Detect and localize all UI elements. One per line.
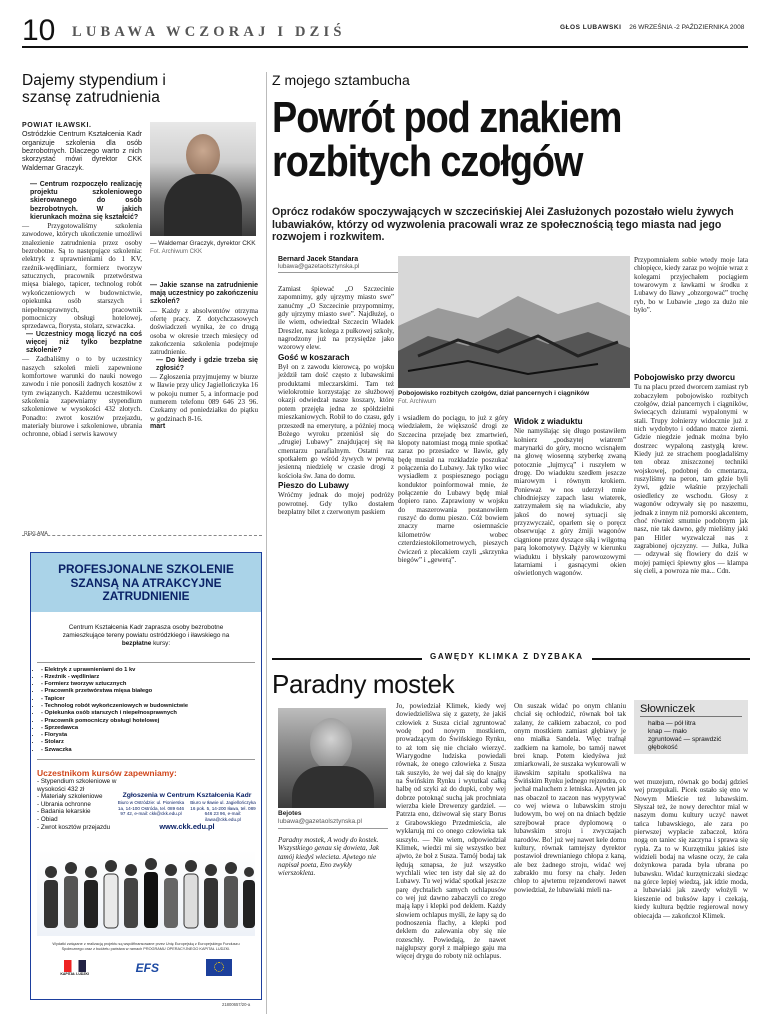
tanks-photo-credit: Fot. Archiwum [398, 399, 437, 405]
bottom-col-4 [634, 778, 748, 920]
ad-course: - • Florysta [41, 732, 251, 739]
main-subhead-4: Pobojowisko przy dworcu [634, 373, 735, 382]
bejotes-email[interactable]: lubawa@gazetaolsztynska.pl [278, 818, 388, 829]
bottom-col1-text: Jo, powiedział Klimek, kiedy wej dowiedzieliśwa się z gazety, że jakiś człowiek z Susza cicial zgruntować wodę pod nowym mostkiem, prowadzącym do Świńskiego Rynku, to aż tom się nie chciało wierzyć. Wiarygodne ludziska powiedali równak, że onego człowieka z Susza tak suszyło, że wej dał się do knajpy na Świńskim Rynku i wytutkal całką halbę od szyki aż do dupki, coby wej dobrze potoknąć suchą jak prochniata wierzba kiele Drewenzy gardziel. — Patrzta eno, dziwował się stary Borus z Grabowskiego Przedmieścia, ale wykłarują mi co onego człowieka tak suszyło. — Nie wiem, odpowiedział Klimek, wiedzi mi się wszystko bez ajwto, że boł z Susza. Tamój bodaj tak łędują sznapsa, że już wszystko wychlali wiec ten isty dał się aż do Lubawy. Tu wej widać spotkał jeszcze parę dychtalich samych ochlapusów co wej już dawno zabaczyli co zrego mają łapy i klepki pod deklem. Każdy słowiem ochlapus myśli, że łapy są do podnoszenia flachy, a klepki pod deklem do zalewania oby się nie rozeschły. Powiedają, że nawet najglupszy gorył z małpiego gaju ma więcej drygu do roboty niż ochlapus. [396, 702, 506, 961]
ad-label: REKLAMA [24, 531, 48, 537]
left-q3: — Jakie szanse na zatrudnienie mają uczestnicy po zakończeniu szkoleń? [150, 282, 258, 306]
bottom-col3-text: wet muzejum, równak go bodaj gdzieś wej przepukali. Picek ostało się eno w Nowym Mieście też lubawskim. Słyszał też, że nowy derechtor mial w naszym domu kultury uczyć nawet tańca lubawskiego, ale zara po pierwszej wypłacie zabaczoł, która nogą on taniec się zaczyna i sprawa się rypła. Za to w Kurzętniku jakieś iste widzieli bodaj na własne oczy, że cała dożynkowa parada była ubrana po lubawsku. Widać kurzętniczaki siedząc na górce lepiej wiedzą, jak idzie moda, a lubawiaki jak zawdy włożyli w kieszenie od buksów łapy i czekają, kiedy kultura będzie regierowal nowy obiecajda — zakończoł Klimek. [634, 778, 748, 920]
left-q1: — Centrum rozpoczęło realizację projektu szkoleniowego skierowanego do osób bezrobotnych. W jakich kierunkach można się kształcić? [30, 181, 142, 221]
graczyk-photo [150, 122, 256, 236]
page-number: 10 [22, 14, 56, 47]
portrait-body-icon [164, 174, 242, 236]
left-article-title: Dajemy stypendium i szansę zatrudnienia [22, 72, 166, 106]
page-header [0, 0, 775, 48]
ad-course: - • Opiekunka osób starszych i niepełnosprawnych [41, 710, 251, 717]
main-author: Bernard Jacek Standara [278, 256, 359, 263]
section-title: LUBAWA WCZORAJ I DZIŚ [72, 24, 346, 40]
main-col1-b: Był on z zawodu kierowcą, po wojsku jeździł tam dość często z lubawskimi produktami mleczarskimi. Tam też wielokrotnie korzystając ze służbowej okazji odwiedzał nasze koszary, które potem przejęła jedna ze spółdzielni mieszkaniowych. Robił to do czasu, gdy przeszedł na emeryturę, a później mocą Bożego wyroku przeniósł się do „drugiej Lubawy” znajdującej się na cmentarzu parafialnym. Ostatni raz spotkałem go wśród żywych w pewną jesienną niedzielę w czasie drogi z kościoła św. Jana do domu. [278, 363, 394, 480]
bottom-col2-text: On suszak widać po onym chlaniu chciał się ochłodzić, równak boł tak zalany, że całkiem zabaczoł, co pod onym mostkiem zamiast głębiawy je eno miałka Sandela. Więc trafnął zadkiem na kamole, bo tamój nawet brei knap. Potem kiedyśwa już zmiarkowali, że suszaka wykurowali w iławskim szpitalu spotkaliśwa na Świńskim Rynku jednego rejzendra, co jechał maluchem z letniska. Ajwten jak nas obaczoł to zaczon nas wypytywać co wej wiewa o lubawskim stroju ludowym, bo wej on na dniach będzie szrejbował prace dyplomową o lubawskim stroju i zwyczajach narodów. Bo! już wej nawet kele domu kultury, równak tamtejszy dyrektor postawioł drewnianiego chłopa z kaną, ale bez żadnego stroju, widać wej zabrakło mu forsy na chały. Jeden chłop to ajwtemu rejzenderowi nawet powiedział, że lubawiaki mieli na- [514, 702, 626, 894]
main-subhead-2: Pieszo do Lubawy [278, 480, 349, 490]
ad-top-rule [22, 535, 262, 536]
ad-course: - • Szwaczka [41, 747, 251, 754]
tanks-photo [398, 256, 630, 388]
ad-benefits [37, 768, 255, 846]
glossary-entries: halba — pół litra knap — mało zgruntować — sprawdzić głębokość [648, 720, 722, 751]
ad-intro: Centrum Kształcenia Kadr zaprasza osoby bezrobotne zamieszkujące tereny powiatu ostródzkiego i iławskiego na bezpłatne kursy: [62, 623, 230, 647]
main-col3-text: Nie namyślając się długo postawiłem kołnierz „podszytej wiatrem” marynarki do góry, mocno wcisnąłem na głowę wiosenną szyberkę zwaną potocznie „lujmycą” i ruszyłem w drogę. Do wiaduktu szedłem jeszcze miarowym i równym krokiem. Ponieważ w nos uderzył mnie chłodniejszy zapach lasu wiaterek, zatrzymałem się na wiadukcie, aby jakoś do nowej sytuacji się przyzwyczaić, oparłem się o poręcz obserwując z góry źmiji wagonów ciągnione przez dyszące siłą i wilgotną parą lokomotywy. Dążyły w kierunku wiaduktu i błyskały parowozowymi latarniami i gasnącymi okien oświetlonych wagonów. [514, 427, 626, 578]
ad-courses-box [37, 662, 255, 761]
left-q4: — Do kiedy i gdzie trzeba się zgłosić? [156, 356, 258, 372]
main-col2-text: i wsiadłem do pociągu, to już z góry wiedziałem, że większość drogi ze Szczecina przejadę bez zmartwień, kłopoty natomiast mogą mnie spotkać zaraz po przesiadce w Iławie, gdy będę musiał na rozkładzie poszukać połączenia do Lubawy. Jak tylko wiec wysiadłem z pospiesznego pociągu konduktor poinformował mnie, że połączenie do Lubawy będę miał dopiero rano. Zaprawiony w wojsku do maszerowania postanowiłem ruszyć do domu pieszo. Cóż bowiem znaczy marne osiemnaście kilometrów wobec czterdziestokilometrowych, pieszych ćwiczeń z plecakiem czyli „skrzynka biegów” i „gewerą”. [398, 414, 508, 564]
left-article [22, 72, 264, 530]
left-col-1 [22, 122, 142, 439]
main-title: Powrót pod znakiem rozbitych czołgów [272, 93, 622, 186]
ad-benefit: - • Ubrania ochronne [37, 801, 137, 809]
main-col1-c: Wróćmy jednak do mojej podróży powrotnej. Gdy tylko dostałem bezpłatny bilet z czerwonym paskiem [278, 491, 394, 516]
bottom-rubric-bar [272, 652, 750, 664]
bottom-title: Paradny mostek [272, 669, 455, 699]
tanks-caption [398, 390, 630, 406]
people-group-icon [37, 850, 257, 936]
portrait-head-icon [186, 134, 220, 176]
ad-headline: PROFESJONALNE SZKOLENIE SZANSĄ NA ATRAKCYJNE ZATRUDNIENIE [31, 553, 261, 612]
ad-offices [117, 800, 257, 822]
header-rule [22, 46, 748, 48]
ad-course: - • Sprzedawca [41, 725, 251, 732]
main-col4-text: Tu na placu przed dworcem zamiast ryb zobaczyłem pobojowisko rozbitych czołgów, dział pancernych i ciągników, świecących dziurami wypalonymi w stali. Trupy żołnierzy widocznie już z nich wydobyto i oddano matce ziemi. Gdzie niegdzie jednak można było dostrzec wypaloną zastygłą krew. Kiedy już ze strachem poogladaliśmy ten obraz zniszczonej techniki wojskowej, podobnej do cmentarza, ruszyliśmy na peron, tam gdzie byli żywi, gdzie właśnie przyjechali osiedleńcy ze wschodu. Głosy z wagonów odzywały się po naszemu, jednak z innym niż pomorski akcentem, choć również smutnie podobnym jak nasz, nie tak dawno, gdy mieliśmy jaki pan Hitler wyzwalczał nas z zagrabionej ojczyzny. — Julka, Julka — odzywał się flowiery do dziś w mojej pamięci śpiewny głos — klampa się cieli, a powroza nie ma... Cdn. [634, 383, 748, 575]
main-article [272, 72, 750, 658]
ad-code: 21800657/20-a [222, 1002, 251, 1007]
main-col-1 [278, 285, 394, 516]
main-col-3 [514, 414, 626, 653]
bejotes-body-icon [292, 766, 374, 808]
ad-intro-emphasis: bezpłatne [121, 639, 152, 647]
kapital-ludzki-logo [60, 960, 89, 976]
kapital-ludzki-text: KAPITAŁ LUDZKI [60, 971, 90, 976]
bejotes-photo [278, 708, 386, 808]
tanks-wreckage-icon [398, 256, 630, 388]
main-col-4 [634, 256, 748, 575]
ad-benefit: - • Zwrot kosztów przejazdu [37, 824, 137, 832]
left-kicker: POWIAT IŁAWSKI. [22, 122, 92, 129]
ad-benefit: - • Materiały szkoleniowe [37, 793, 137, 801]
ad-benefit: - • Obiad [37, 816, 137, 824]
left-col-2 [150, 260, 258, 431]
main-rubric: Z mojego sztambucha [272, 72, 410, 88]
ad-office-ilawa: Biuro w Iławie ul. Jagiellończyka 16 pok. 5, 14-200 Iława, tel. 089 646 23 96, e-mail: ilawa@ckk.edu.pl [190, 800, 256, 822]
bejotes-name: Bejotes [278, 810, 302, 817]
tanks-caption-text: Pobojowisko rozbitych czołgów, dział pancernych i ciągników [398, 390, 590, 397]
ad-course: - • Technolog robót wykończeniowych w budownictwie [41, 703, 251, 710]
ad-course: - • Pracownik pomocniczy obsługi hotelowej [41, 718, 251, 725]
ad-people-illustration [37, 850, 255, 936]
paper-title: GŁOS LUBAWSKI [560, 24, 622, 31]
bottom-article [272, 670, 750, 1016]
ad-office-ostroda: Biuro w Ostródzie: ul. Pionierska 1a, 14-100 Ostróda, tel. 089 646 97 42, e-mail: ckk@ckk.edu.pl [117, 800, 185, 817]
ad-course: - • Elektryk z uprawnieniami do 1 kv [41, 667, 251, 674]
left-signature: mart [150, 423, 166, 431]
graczyk-photo-credit: Fot. Archiwum CKK [150, 249, 203, 255]
left-a3: — Każdy z absolwentów otrzyma ofertę pracy. Z dotychczasowych doświadczeń wynika, że co drugą osoba w okresie trzech miesięcy od zakończenia szkolenia podejmuje zatrudnienie. [150, 306, 258, 357]
ad-course: - • Tapicer [41, 696, 251, 703]
main-byline [278, 256, 398, 273]
main-col4-intro: Przypomniałem sobie wtedy moje lata chłopięce, kiedy zaraz po wojnie wraz z kolegami przyjechałem pociągiem towarowym z ławkami w środku z Lubawy do Iławy „obzorgować” trochę ryb, bo w Lubawie „tego za dużo nie było”. [634, 256, 748, 315]
ad-course: - • Pracownik przetwórstwa mięsa białego [41, 688, 251, 695]
left-a1: — Przygotowaliśmy szkolenia zawodowe, których ukończenie umożliwi znalezienie zatrudnienia przez osoby bezrobotne. Są to następujące szkolenia: elektryk z uprawnieniami do 1 KV, rzeźnik-wędliniarz, formierz tworzyw sztucznych, pracownik przetwórstwa mięsa białego, tapicer, technolog robót wykończeniowych w budownictwie, opiekunka osób starszych i niepełnosprawnych, pracownik pomocniczy obsługi hotelowej, sprzedawca, florysta, stolarz, szwaczka. [22, 222, 142, 331]
bottom-col-2 [396, 702, 506, 1014]
paper-name [560, 24, 744, 31]
ad-website-link[interactable]: www.ckk.edu.pl [159, 822, 215, 832]
bejotes-head-icon [310, 718, 352, 770]
left-a2: — Zadbaliśmy o to by uczestnicy naszych szkoleń mieli zapewnione komfortowe warunki do nauki nowego zawodu i nie ponosili żadnych kosztów z tym związanych. Każdemu uczestnikowi szkolenia zapewniamy stypendium szkoleniowe w wysokości 432 złotych. Ponadto: zwrot kosztów przejazdu, materiały biurowe i szkoleniowe, ubrania ochronne, obiad i serwis kawowy [22, 355, 142, 439]
glossary-title: Słowniczek [640, 703, 742, 717]
bottom-col-1 [278, 836, 388, 878]
bottom-poem: Paradny mostek, A wody do kostek. Wszystkiego genau się dowieta, Jak tamój kiedyś wlecieta. Ajwtego nie napisał poeta, Eno zwykły wierszokleta. [278, 836, 380, 878]
bejotes-caption [278, 810, 388, 829]
ad-course-list [41, 667, 251, 755]
ad-contact [117, 792, 257, 831]
issue-date: 26 WRZEŚNIA -2 PAŹDZIERNIKA 2008 [629, 24, 745, 31]
graczyk-caption [150, 240, 260, 256]
eu-flag-icon [206, 959, 232, 976]
ad-benefits-title: Uczestnikom kursów zapewniamy: [37, 768, 177, 779]
main-col1-text: Zamiast śpiewać „O Szczecinie zapomnimy, gdy ujrzymy miasto swe” zanućmy „O Szczecinie przypomnimy, gdy ujrzymy miasto swe”. Najdłużej, o ile wiem, odwiedzał Szczecin Władek Dreszler, nasz kolega z pułkowej szkoły, nagrodzony już na przysiędze jako wzorowy elew. [278, 285, 394, 352]
left-a4: — Zgłoszenia przyjmujemy w biurze w Iławie przy ulicy Jagiellończyka 16 w pokoju numer 5, a informacje pod numerem telefonu 089 646 23 96. Czekamy od poniedziałku do piątku w godzinach 8-16. [150, 373, 258, 423]
efs-logo: EFS [135, 960, 160, 975]
graczyk-caption-text: — Waldemar Graczyk, dyrektor CKK [150, 240, 256, 247]
ad-course: - • Stolarz [41, 739, 251, 746]
ad-benefit: - • Badania lekarskie [37, 808, 137, 816]
main-lead: Oprócz rodaków spoczywających w szczecińskiej Alei Zasłużonych pozostało wielu żywych lubawiaków, którzy od wyzwolenia pracowali wraz ze społecznością tego miasta nad jego rozwojem i rozkwitem. [272, 206, 734, 244]
kapital-ludzki-icon [64, 960, 86, 972]
ad-contact-title: Zgłoszenia w Centrum Kształcenia Kadr [122, 792, 252, 800]
advertisement [30, 552, 262, 1000]
main-subhead-3: Widok z wiaduktu [514, 417, 583, 426]
ad-benefit: - • Stypendium szkoleniowe w wysokości 432 zł [37, 778, 137, 793]
bottom-col-3 [514, 702, 626, 1014]
main-col-2 [398, 414, 508, 564]
left-q2: — Uczestnicy mogą liczyć na coś więcej niż tylko bezpłatne szkolenie? [26, 330, 142, 354]
glossary-box [634, 700, 748, 754]
ad-course: - • Formierz tworzyw sztucznych [41, 681, 251, 688]
ad-footnote: Wydatki związane z realizacją projektu są współfinansowane przez Unię Europejską z Europejskiego Funduszu Społecznego oraz z budżetu państwa w ramach PROGRAMU OPERACYJNEGO KAPITAŁ LUDZKI. [52, 942, 240, 951]
bottom-rubric: GAWĘDY KLIMKA Z DYZBAKA [422, 652, 592, 661]
left-lead: Ostródzkie Centrum Kształcenia Kadr organizuje szkolenia dla osób bezrobotnych. Dlaczego warto z nich skorzystać mówi dyrektor CKK Waldemar Graczyk. [22, 130, 142, 172]
ad-course: - • Rzeźnik - wędliniarz [41, 674, 251, 681]
main-author-email[interactable]: lubawa@gazetaolsztynska.pl [278, 263, 398, 273]
main-subhead-1: Gość w koszarach [278, 352, 350, 362]
ad-logos [37, 959, 255, 976]
column-divider [266, 72, 267, 1014]
